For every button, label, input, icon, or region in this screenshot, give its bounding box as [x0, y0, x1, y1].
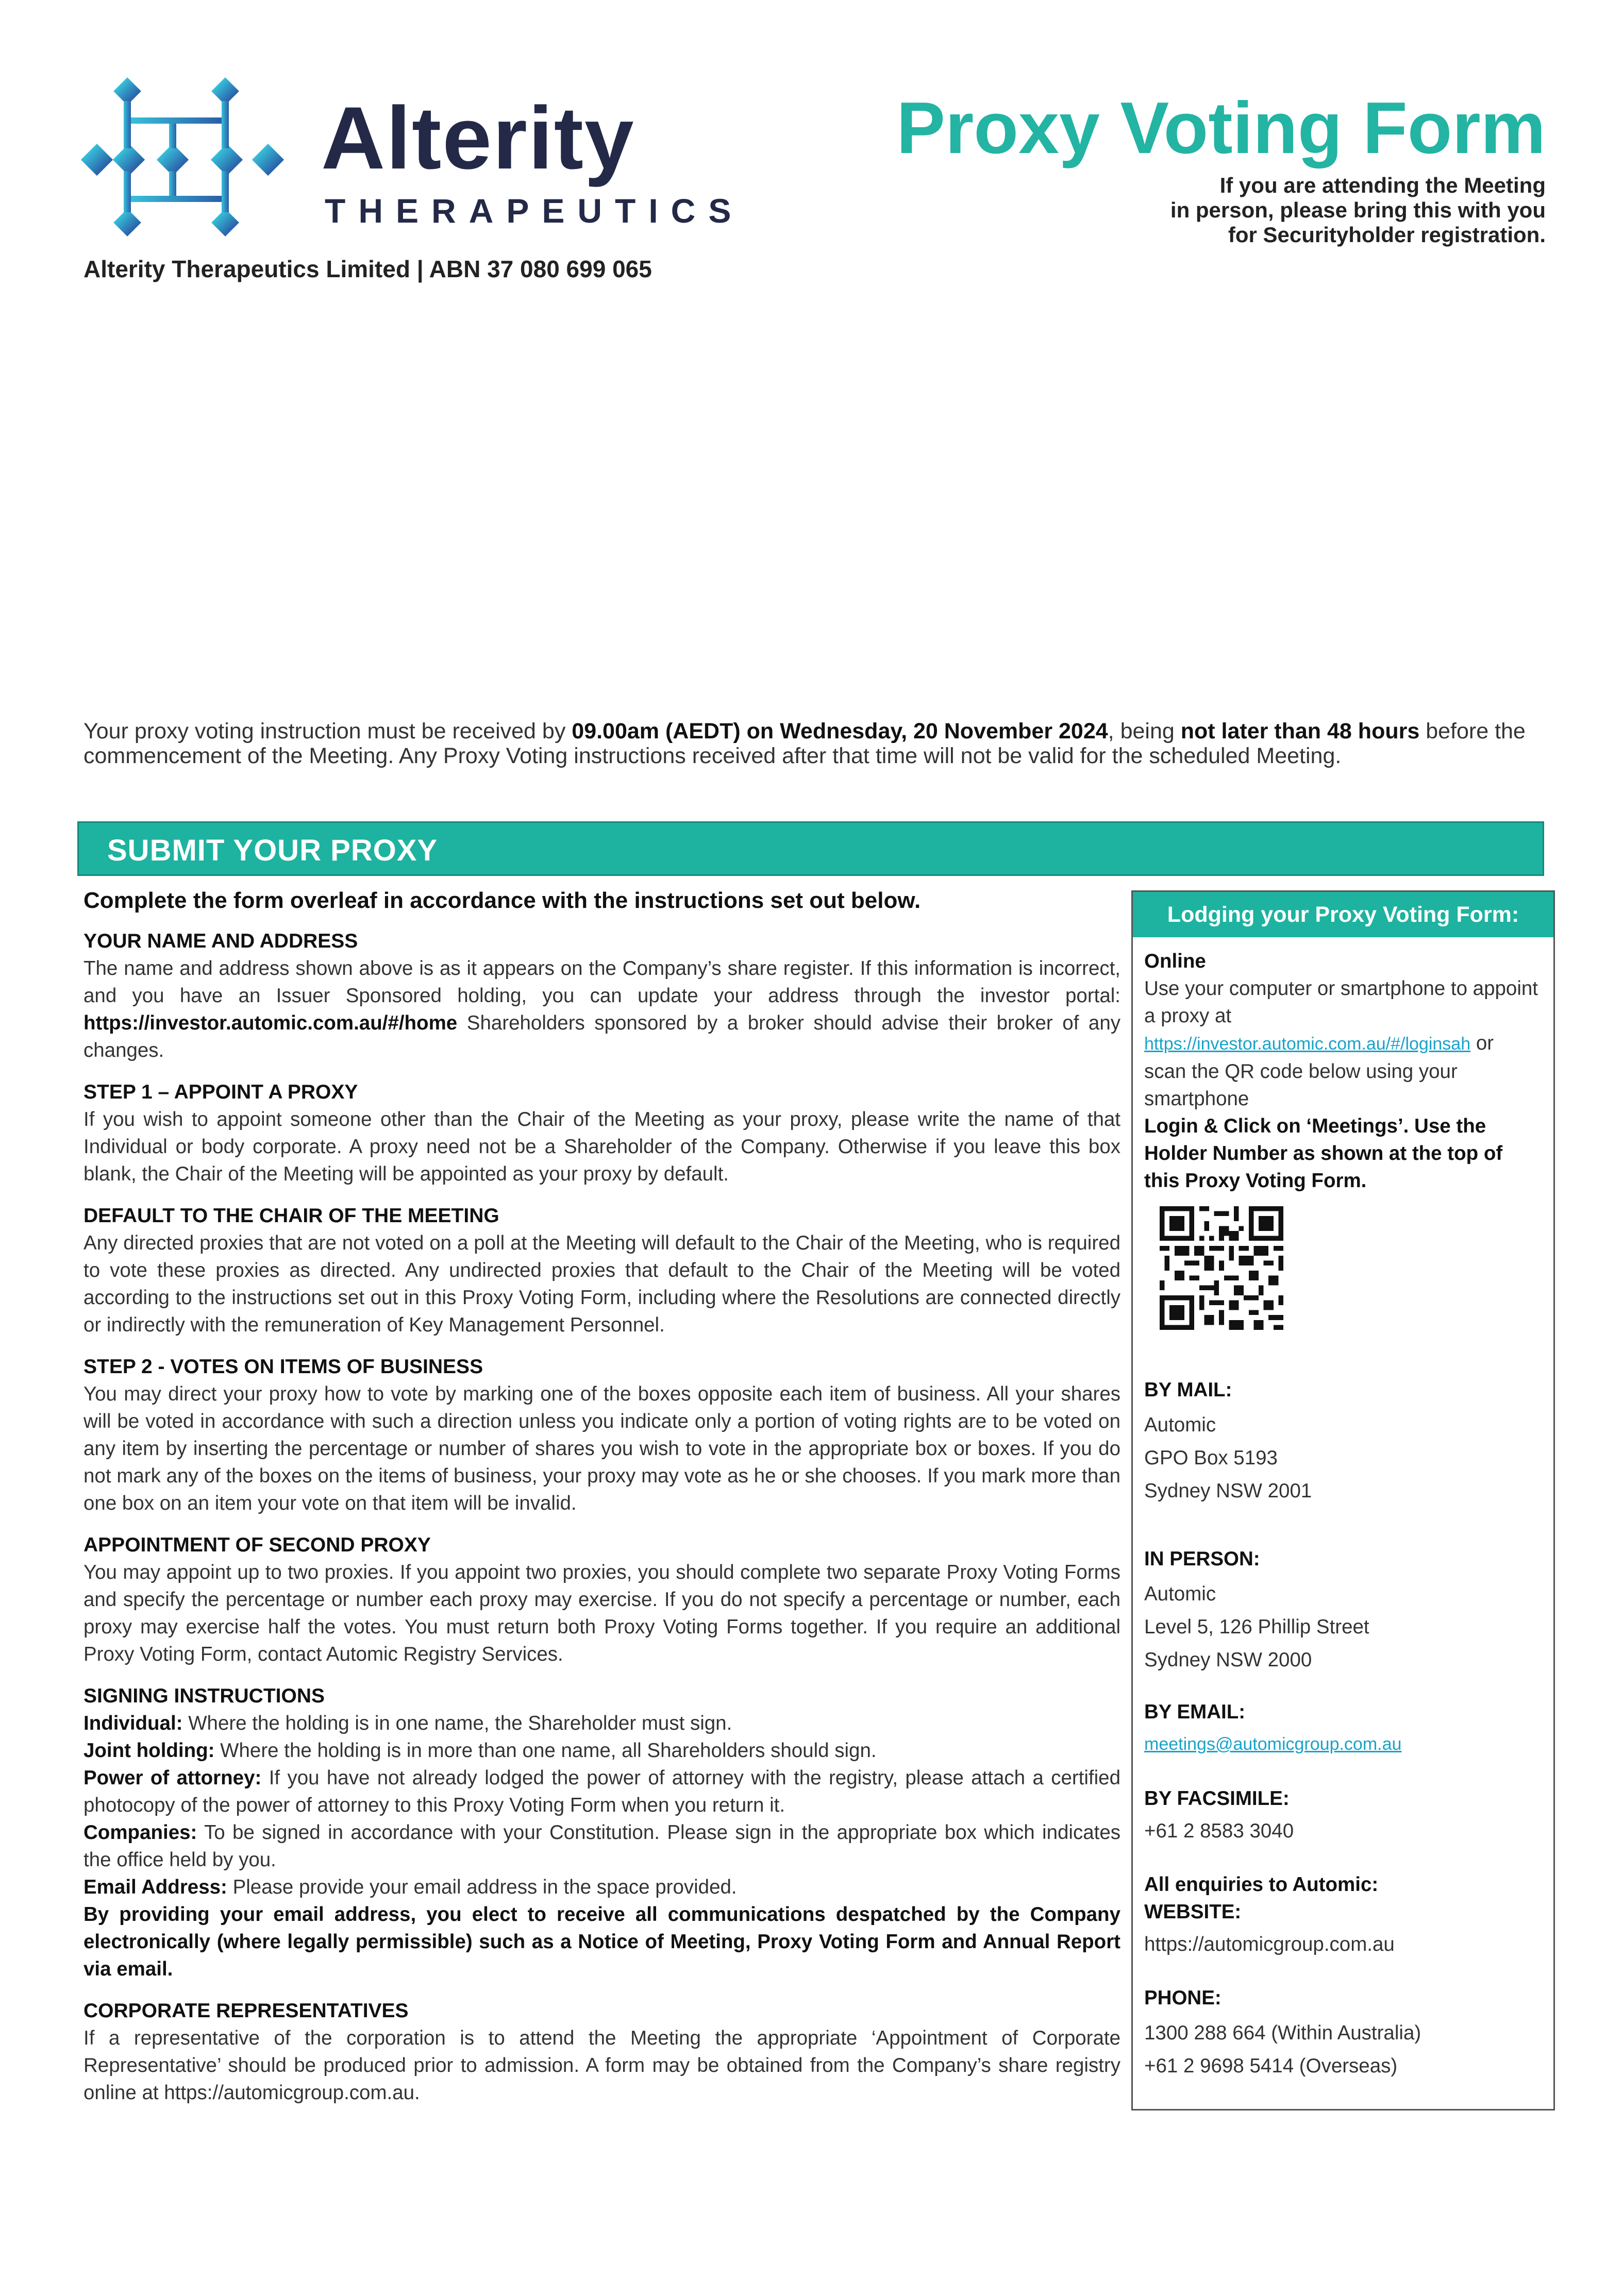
person-heading: IN PERSON:	[1144, 1548, 1260, 1570]
online-text: Use your computer or smartphone to appoint a proxy at	[1144, 977, 1538, 1027]
logo-mark-icon	[76, 76, 293, 241]
deadline-text: , being	[1108, 719, 1181, 744]
website-url[interactable]: https://automicgroup.com.au	[1144, 1933, 1395, 1955]
section-signing	[83, 1682, 1120, 1983]
company-logo	[76, 76, 744, 241]
section-heading: DEFAULT TO THE CHAIR OF THE MEETING	[83, 1205, 499, 1227]
section-heading: STEP 2 - VOTES ON ITEMS OF BUSINESS	[83, 1356, 483, 1378]
online-link-line	[1144, 1029, 1541, 1058]
qr-code-icon[interactable]	[1160, 1206, 1283, 1330]
section-text: If a representative of the corporation is to attend the Meeting the appropriate ‘Appointment of Corporate Representative’ should be produced prior to admission. A form may be obtained from the Company’s share registry online at https://automicgroup.com.au.	[83, 2027, 1120, 2104]
logo-wordmark: Alterity	[321, 89, 635, 188]
investor-portal-link[interactable]: https://investor.automic.com.au/#/home	[83, 1012, 458, 1034]
person-line: Level 5, 126 Phillip Street	[1144, 1616, 1369, 1638]
lodging-mail	[1144, 1376, 1541, 1508]
submit-proxy-banner	[77, 821, 1544, 876]
phone-line: 1300 288 664 (Within Australia)	[1144, 2022, 1421, 2044]
signing-label: Email Address:	[83, 1876, 227, 1898]
instructions-column	[83, 887, 1120, 2121]
instructions-intro: Complete the form overleaf in accordance with the instructions set out below.	[83, 888, 921, 913]
signing-text: If you have not already lodged the power of attorney with the registry, please attach a certified photocopy of the power of attorney to this Proxy Voting Form when you return it.	[83, 1767, 1121, 1816]
section-step1	[83, 1078, 1120, 1188]
fax-heading: BY FACSIMILE:	[1144, 1787, 1290, 1810]
section-heading: SIGNING INSTRUCTIONS	[83, 1685, 325, 1707]
mail-line: Automic	[1144, 1414, 1216, 1436]
mail-line: Sydney NSW 2001	[1144, 1480, 1312, 1502]
email-heading: BY EMAIL:	[1144, 1701, 1246, 1723]
signing-joint	[83, 1737, 1120, 1764]
signing-individual	[83, 1710, 1120, 1737]
email-link[interactable]: meetings@automicgroup.com.au	[1144, 1734, 1402, 1754]
person-line: Sydney NSW 2000	[1144, 1649, 1312, 1671]
section-second-proxy	[83, 1531, 1120, 1668]
lodging-phone	[1144, 1984, 1541, 2083]
section-heading: CORPORATE REPRESENTATIVES	[83, 2000, 409, 2022]
deadline-time: 09.00am (AEDT) on Wednesday, 20 November 2024	[572, 719, 1108, 744]
signing-label: Companies:	[83, 1821, 197, 1844]
section-text	[83, 955, 1120, 1064]
section-corporate	[83, 1997, 1120, 2106]
signing-label: Joint holding:	[83, 1740, 215, 1762]
signing-companies	[83, 1819, 1120, 1873]
phone-heading: PHONE:	[1144, 1987, 1222, 2009]
signing-attorney	[83, 1764, 1120, 1819]
signing-text: Where the holding is in more than one name, all Shareholders should sign.	[214, 1740, 877, 1762]
banner-title: SUBMIT YOUR PROXY	[107, 834, 438, 867]
signing-label: Power of attorney:	[83, 1767, 262, 1789]
signing-label: Individual:	[83, 1712, 183, 1734]
enquiries-heading: All enquiries to Automic:	[1144, 1873, 1379, 1896]
deadline-text: before the commencement of the Meeting. Any Proxy Voting instructions received after that time will not be valid for the scheduled Meeting.	[83, 719, 1526, 768]
section-text-part: Shareholders sponsored by a broker should advise their broker of any changes.	[83, 1012, 1120, 1061]
signing-email-consent: By providing your email address, you elect to receive all communications despatched by the Company electronically (where legally permissible) such as a Notice of Meeting, Proxy Voting Form and Annual Report via email.	[83, 1903, 1120, 1980]
lodging-enquiries	[1144, 1871, 1541, 1958]
form-title: Proxy Voting Form	[896, 87, 1546, 169]
online-text-qr: scan the QR code below using your smartphone	[1144, 1060, 1458, 1110]
section-text: You may direct your proxy how to vote by marking one of the boxes opposite each item of business. All your shares will be voted in accordance with such a direction unless you indicate only a portion of voting rights are to be voted on any item by inserting the percentage or number of shares you wish to vote in the appropriate box or boxes. If you do not mark any of the boxes on the items of business, your proxy may vote as he or she chooses. If you mark more than one box on an item your vote on that item will be invalid.	[83, 1383, 1120, 1514]
signing-text: To be signed in accordance with your Constitution. Please sign in the appropriate box which indicates the office held by you.	[83, 1821, 1120, 1871]
online-heading: Online	[1144, 950, 1206, 972]
deadline-hours: not later than 48 hours	[1180, 719, 1420, 744]
fax-number: +61 2 8583 3040	[1144, 1820, 1294, 1842]
lodging-email	[1144, 1698, 1541, 1758]
lodging-fax	[1144, 1785, 1541, 1845]
section-text: You may appoint up to two proxies. If you appoint two proxies, you should complete two separate Proxy Voting Forms and specify the percentage or number each proxy may exercise. If you do not specify a percentage or number, each proxy may exercise half the votes. You must return both Proxy Voting Forms together. If you require an additional Proxy Voting Form, contact Automic Registry Services.	[83, 1561, 1120, 1665]
online-login-link[interactable]: https://investor.automic.com.au/#/loginsah	[1144, 1034, 1471, 1054]
signing-text: Please provide your email address in the space provided.	[227, 1876, 737, 1898]
signing-email	[83, 1873, 1120, 1901]
form-subtitle-line: in person, please bring this with you	[1170, 198, 1546, 222]
online-instructions: Login & Click on ‘Meetings’. Use the Holder Number as shown at the top of this Proxy Voting Form.	[1144, 1115, 1503, 1192]
section-heading: APPOINTMENT OF SECOND PROXY	[83, 1534, 431, 1556]
section-text-part: The name and address shown above is as it appears on the Company’s share register. If this information is incorrect, and you have an Issuer Sponsored holding, you can update your address through the investor portal:	[83, 957, 1120, 1007]
section-step2	[83, 1353, 1120, 1517]
section-text: Any directed proxies that are not voted on a poll at the Meeting will default to the Chair of the Meeting, who is required to vote these proxies as directed. Any undirected proxies that default to the Chair of the Meeting will be voted according to the instructions set out in this Proxy Voting Form, including where the Resolutions are connected directly or indirectly with the remuneration of Key Management Personnel.	[83, 1232, 1120, 1336]
form-subtitle-line: If you are attending the Meeting	[1219, 173, 1546, 197]
website-heading: WEBSITE:	[1144, 1901, 1242, 1923]
lodging-online	[1144, 948, 1541, 1194]
section-text: If you wish to appoint someone other than the Chair of the Meeting as your proxy, please write the name of that Individual or body corporate. A proxy need not be a Shareholder of the Company. Otherwise if you leave this box blank, the Chair of the Meeting will be appointed as your proxy by default.	[83, 1108, 1120, 1185]
section-heading: YOUR NAME AND ADDRESS	[83, 930, 358, 952]
section-name-address	[83, 927, 1120, 1064]
deadline-notice	[83, 719, 1527, 768]
lodging-title: Lodging your Proxy Voting Form:	[1133, 892, 1553, 937]
section-heading: STEP 1 – APPOINT A PROXY	[83, 1081, 358, 1103]
online-or: or	[1470, 1032, 1494, 1054]
section-default-chair	[83, 1202, 1120, 1339]
lodging-box	[1131, 890, 1555, 2111]
company-abn: Alterity Therapeutics Limited | ABN 37 080 699 065	[83, 256, 652, 282]
person-line: Automic	[1144, 1583, 1216, 1605]
form-subtitle	[1082, 173, 1546, 247]
signing-text: Where the holding is in one name, the Shareholder must sign.	[182, 1712, 732, 1734]
logo-subtitle: THERAPEUTICS	[325, 192, 744, 230]
phone-line: +61 2 9698 5414 (Overseas)	[1144, 2055, 1398, 2077]
mail-line: GPO Box 5193	[1144, 1447, 1278, 1469]
deadline-text: Your proxy voting instruction must be received by	[83, 719, 572, 744]
lodging-in-person	[1144, 1545, 1541, 1677]
form-subtitle-line: for Securityholder registration.	[1228, 223, 1546, 247]
mail-heading: BY MAIL:	[1144, 1379, 1232, 1401]
